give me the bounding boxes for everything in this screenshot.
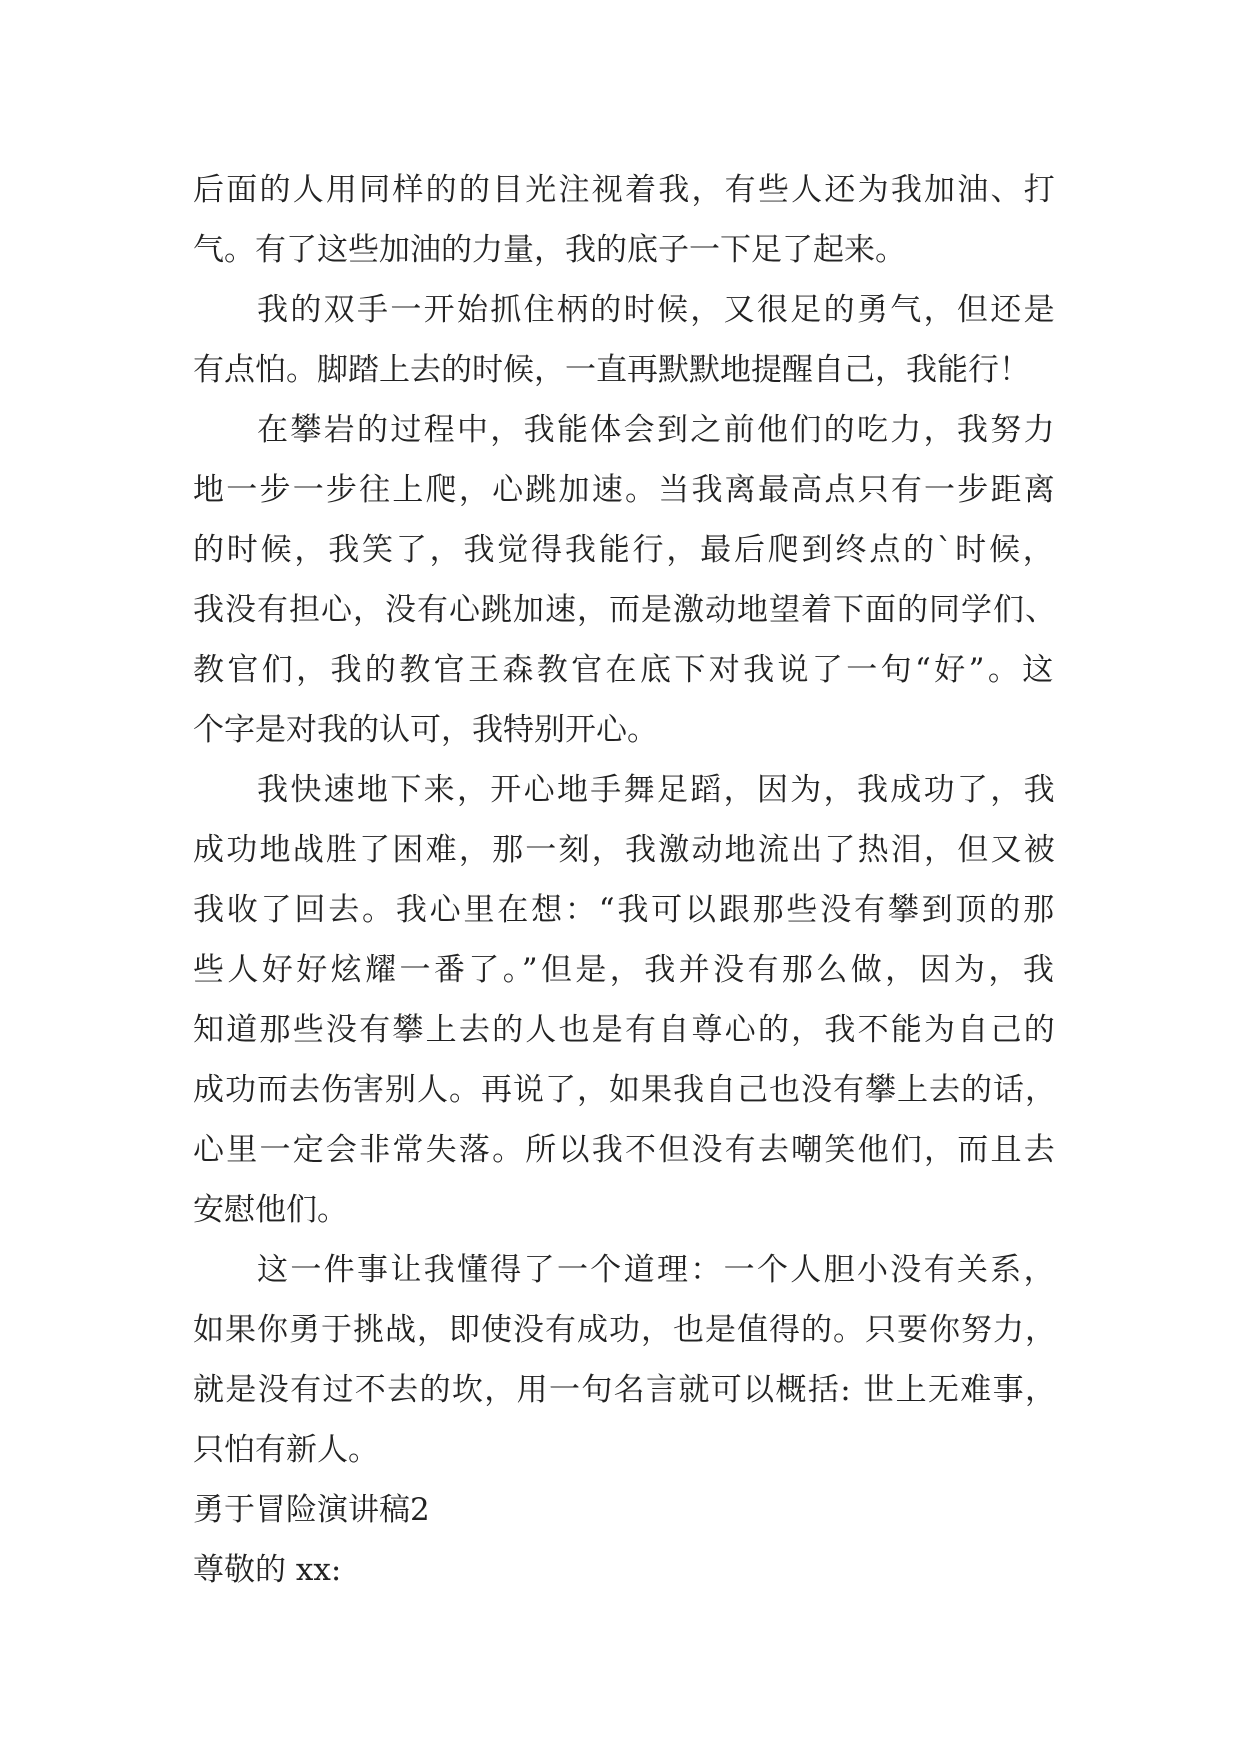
- text-line: 心里一定会非常失落。所以我不但没有去嘲笑他们，而且去: [193, 1132, 1057, 1168]
- paragraph-first-line: 我的双手一开始抓住柄的时候，又很足的勇气，但还是: [257, 292, 1057, 328]
- text-line: 成功而去伤害别人。再说了，如果我自己也没有攀上去的话，: [193, 1072, 1057, 1108]
- text-line: 安慰他们。: [193, 1192, 348, 1228]
- paragraph-first-line: 这一件事让我懂得了一个道理：一个人胆小没有关系，: [257, 1252, 1057, 1288]
- text-line: 我收了回去。我心里在想：“我可以跟那些没有攀到顶的那: [193, 892, 1057, 928]
- text-line: 成功地战胜了困难，那一刻，我激动地流出了热泪，但又被: [193, 832, 1057, 868]
- text-line: 教官们，我的教官王森教官在底下对我说了一句“好”。这: [193, 652, 1057, 688]
- text-line: 就是没有过不去的坎，用一句名言就可以概括: 世上无难事，: [193, 1372, 1058, 1408]
- paragraph-first-line: 我快速地下来，开心地手舞足蹈，因为，我成功了，我: [257, 772, 1057, 808]
- salutation: 尊敬的 xx:: [193, 1552, 342, 1588]
- text-line: 的时候，我笑了，我觉得我能行，最后爬到终点的`时候，: [193, 532, 1057, 568]
- text-line: 我没有担心，没有心跳加速，而是激动地望着下面的同学们、: [193, 592, 1057, 628]
- text-line: 只怕有新人。: [193, 1432, 379, 1468]
- text-line: 些人好好炫耀一番了。”但是，我并没有那么做，因为，我: [193, 952, 1058, 988]
- text-line: 如果你勇于挑战，即使没有成功，也是值得的。只要你努力，: [193, 1312, 1057, 1348]
- section-title: 勇于冒险演讲稿2: [193, 1492, 430, 1528]
- text-line: 地一步一步往上爬，心跳加速。当我离最高点只有一步距离: [193, 472, 1057, 508]
- text-line: 个字是对我的认可，我特别开心。: [193, 712, 658, 748]
- paragraph-first-line: 在攀岩的过程中，我能体会到之前他们的吃力，我努力: [257, 412, 1057, 448]
- text-line: 知道那些没有攀上去的人也是有自尊心的，我不能为自己的: [193, 1012, 1057, 1048]
- text-line: 后面的人用同样的的目光注视着我，有些人还为我加油、打: [193, 172, 1057, 208]
- text-line: 气。有了这些加油的力量，我的底子一下足了起来。: [193, 232, 906, 268]
- text-line: 有点怕。脚踏上去的时候，一直再默默地提醒自己，我能行！: [193, 352, 1030, 388]
